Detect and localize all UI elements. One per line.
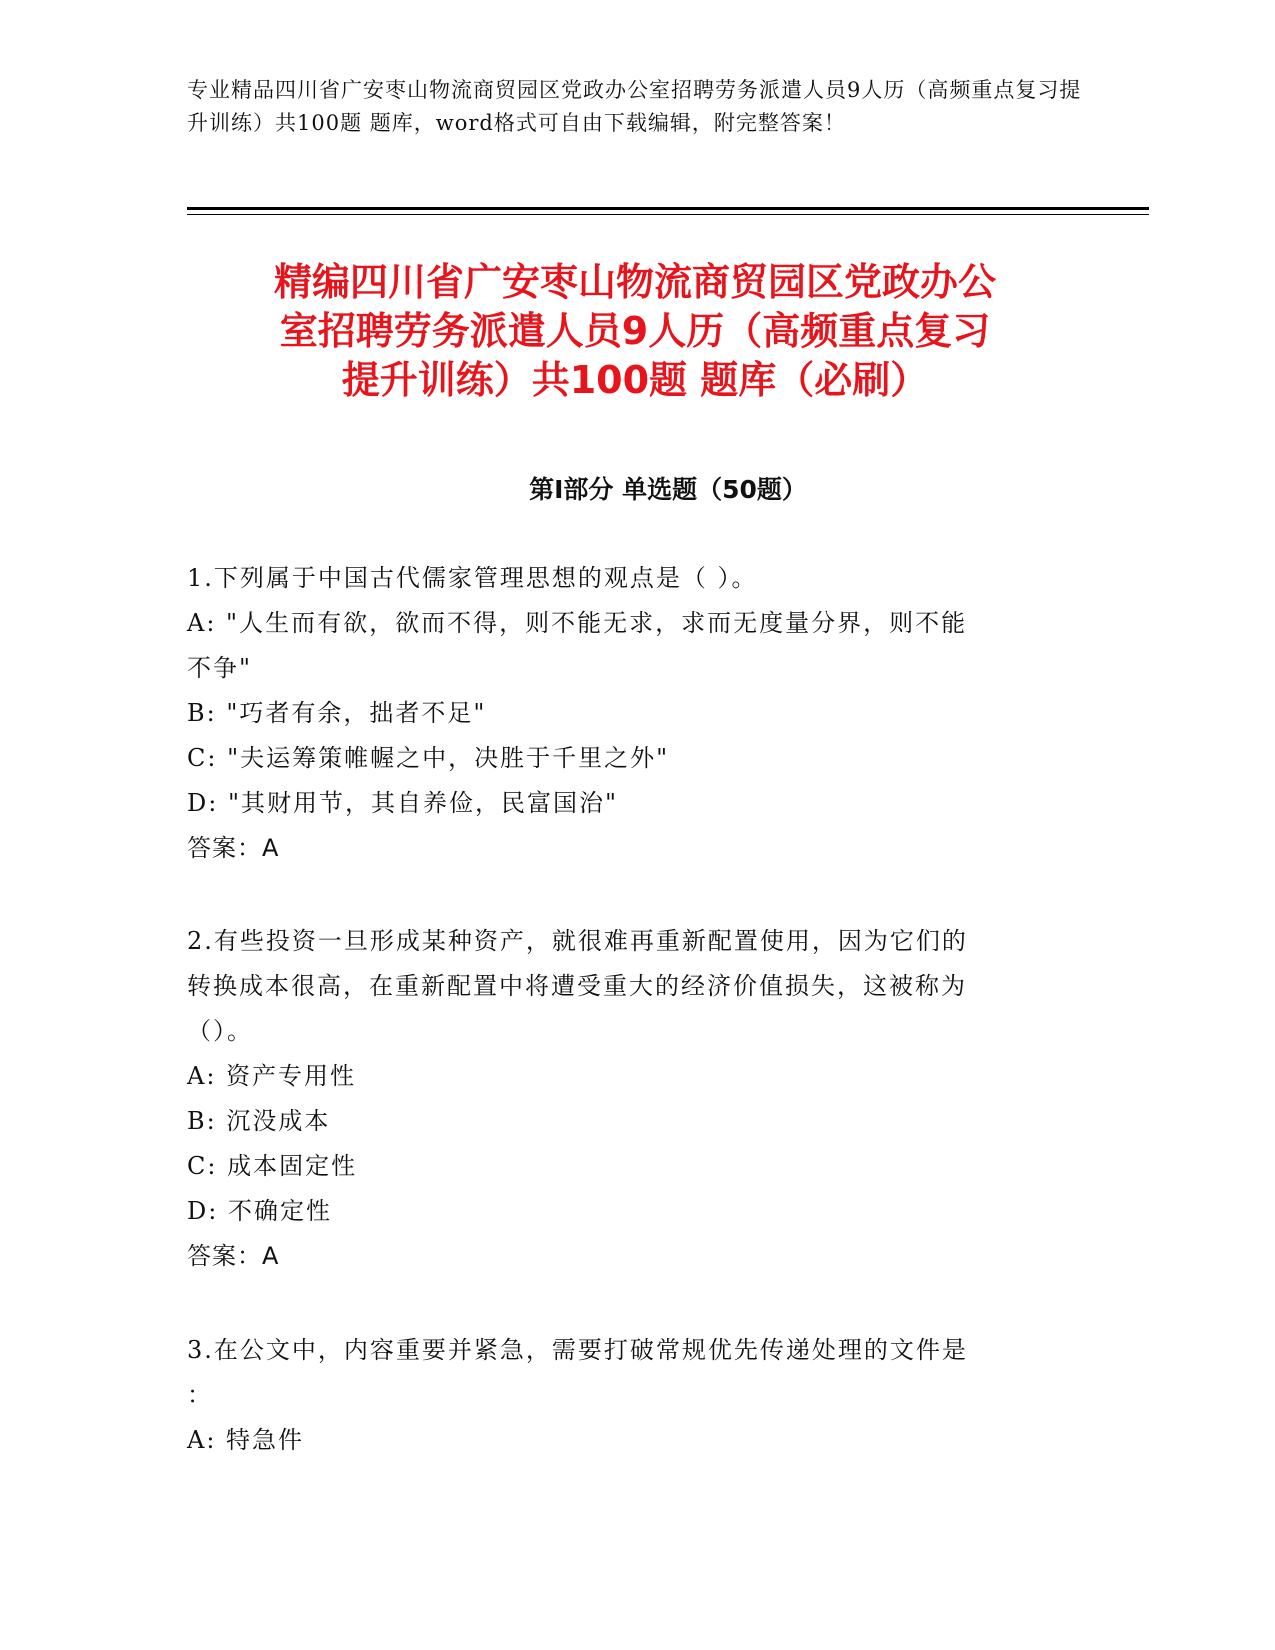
title-line-2: 室招聘劳务派遣人员9人历（高频重点复习: [279, 309, 991, 353]
option-d: D: "其财用节，其自养俭，民富国治": [187, 789, 619, 817]
question-3: [187, 1328, 1067, 1463]
option-b: B: 沉没成本: [187, 1107, 331, 1135]
question-1: [187, 556, 1067, 871]
answer: 答案：A: [187, 834, 280, 862]
title-line-3: 提升训练）共100题 题库（必刷）: [341, 358, 929, 402]
option-a: A: 特急件: [187, 1426, 305, 1454]
option-b: B: "巧者有余，拙者不足": [187, 699, 487, 727]
question-stem: 3.在公文中，内容重要并紧急，需要打破常规优先传递处理的文件是: [187, 1336, 968, 1364]
question-2: [187, 919, 1067, 1279]
question-stem-continued: （）。: [187, 1017, 253, 1045]
option-a-continued: 不争": [187, 654, 253, 682]
question-stem-continued: ：: [187, 1381, 213, 1409]
answer: 答案：A: [187, 1242, 280, 1270]
option-c: C: "夫运筹策帷幄之中，决胜于千里之外": [187, 744, 670, 772]
question-stem: 2.有些投资一旦形成某种资产，就很难再重新配置使用，因为它们的: [187, 927, 968, 955]
section-title: 第Ⅰ部分 单选题（50题）: [529, 475, 807, 504]
option-a: A: 资产专用性: [187, 1062, 357, 1090]
question-stem: 1.下列属于中国古代儒家管理思想的观点是（ ）。: [187, 564, 758, 592]
header-note: 专业精品四川省广安枣山物流商贸园区党政办公室招聘劳务派遣人员9人历（高频重点复习提升训练）共100题 题库，word格式可自由下载编辑，附完整答案！: [187, 78, 1082, 135]
header-rule-thick: [187, 207, 1149, 210]
option-a: A: "人生而有欲，欲而不得，则不能无求，求而无度量分界，则不能: [187, 609, 968, 637]
question-stem-continued: 转换成本很高，在重新配置中将遭受重大的经济价值损失，这被称为: [187, 972, 967, 1000]
title-line-1: 精编四川省广安枣山物流商贸园区党政办公: [273, 260, 996, 304]
option-d: D: 不确定性: [187, 1197, 332, 1225]
header-rule-thin: [187, 214, 1149, 215]
option-c: C: 成本固定性: [187, 1152, 358, 1180]
document-title: [195, 258, 1075, 405]
